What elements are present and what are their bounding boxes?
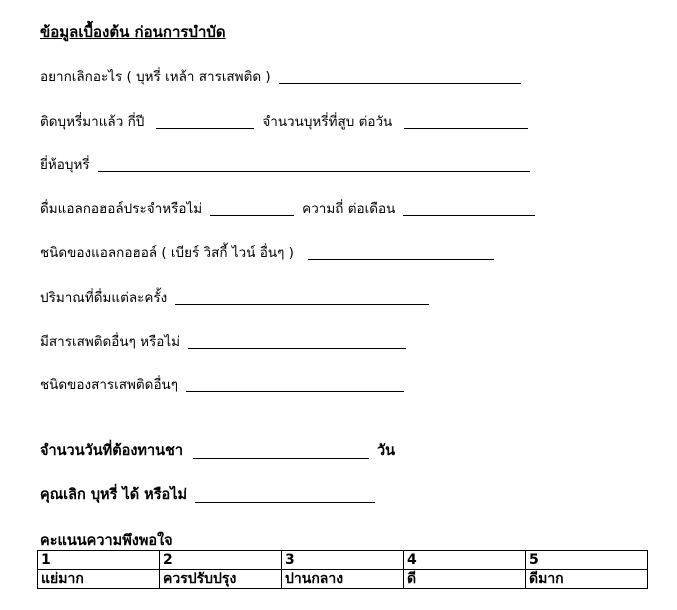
row-other-drugs (40, 332, 406, 352)
meal-days-blank[interactable] (193, 444, 369, 459)
score-cell[interactable]: 1 (38, 551, 160, 570)
other-drug-type-label: ชนิดของสารเสพติดอื่นๆ (40, 377, 179, 393)
other-drug-type-blank[interactable] (186, 377, 404, 392)
frequency-blank[interactable] (403, 201, 535, 216)
form-heading: ข้อมูลเบื้องต้น ก่อนการบำบัด (40, 23, 226, 41)
amount-label: ปริมาณที่ดื่มแต่ละครั้ง (40, 290, 168, 306)
brand-label: ยี่ห้อบุหรี่ (40, 157, 90, 173)
row-amount (40, 288, 429, 308)
score-label-cell[interactable]: ดีมาก (526, 570, 648, 589)
row-alcohol-type (40, 243, 494, 263)
score-cell[interactable]: 3 (282, 551, 404, 570)
row-brand (40, 155, 530, 175)
alcohol-regular-label: ดื่มแอลกอฮอล์ประจำหรือไม่ (40, 201, 203, 217)
cigs-per-day-label: จำนวนบุหรี่ที่สูบ ต่อวัน (262, 114, 393, 130)
row-alcohol (40, 199, 535, 219)
other-drugs-label: มีสารเสพติดอื่นๆ หรือไม่ (40, 334, 181, 350)
row-smoking (40, 112, 528, 132)
alcohol-regular-blank[interactable] (210, 201, 294, 216)
row-quit-what (40, 67, 521, 87)
days-unit: วัน (377, 443, 396, 459)
cigs-per-day-blank[interactable] (404, 114, 528, 129)
other-drugs-blank[interactable] (188, 334, 406, 349)
score-cell[interactable]: 4 (404, 551, 526, 570)
score-label-cell[interactable]: ปานกลาง (282, 570, 404, 589)
quit-what-blank[interactable] (279, 69, 521, 84)
smoking-years-blank[interactable] (156, 114, 254, 129)
score-label-cell[interactable]: แย่มาก (38, 570, 160, 589)
row-meal-days (40, 442, 395, 462)
quit-what-label: อยากเลิกอะไร ( บุหรี่ เหล้า สารเสพติด ) (40, 69, 271, 85)
score-label-cell[interactable]: ควรปรับปรุง (160, 570, 282, 589)
satisfaction-title: คะแนนความพึงพอใจ (40, 533, 173, 549)
score-label-cell[interactable]: ดี (404, 570, 526, 589)
alcohol-type-label: ชนิดของแอลกอฮอล์ ( เบียร์ วิสกี้ ไวน์ อื่นๆ ) (40, 245, 294, 261)
quit-smoking-label: คุณเลิก บุหรี่ ได้ หรือไม่ (40, 487, 188, 503)
frequency-label: ความถี่ ต่อเดือน (302, 201, 396, 217)
row-quit-smoking (40, 486, 375, 506)
score-label-row (38, 570, 648, 589)
smoking-years-label: ติดบุหรี่มาแล้ว กี่ปี (40, 114, 145, 130)
quit-smoking-blank[interactable] (195, 488, 375, 503)
score-cell[interactable]: 2 (160, 551, 282, 570)
satisfaction-table (37, 550, 648, 589)
brand-blank[interactable] (98, 157, 530, 172)
score-number-row (38, 551, 648, 570)
amount-blank[interactable] (175, 290, 429, 305)
meal-days-label: จำนวนวันที่ต้องทานชา (40, 443, 184, 459)
alcohol-type-blank[interactable] (308, 245, 494, 260)
score-cell[interactable]: 5 (526, 551, 648, 570)
row-other-drug-type (40, 375, 404, 395)
